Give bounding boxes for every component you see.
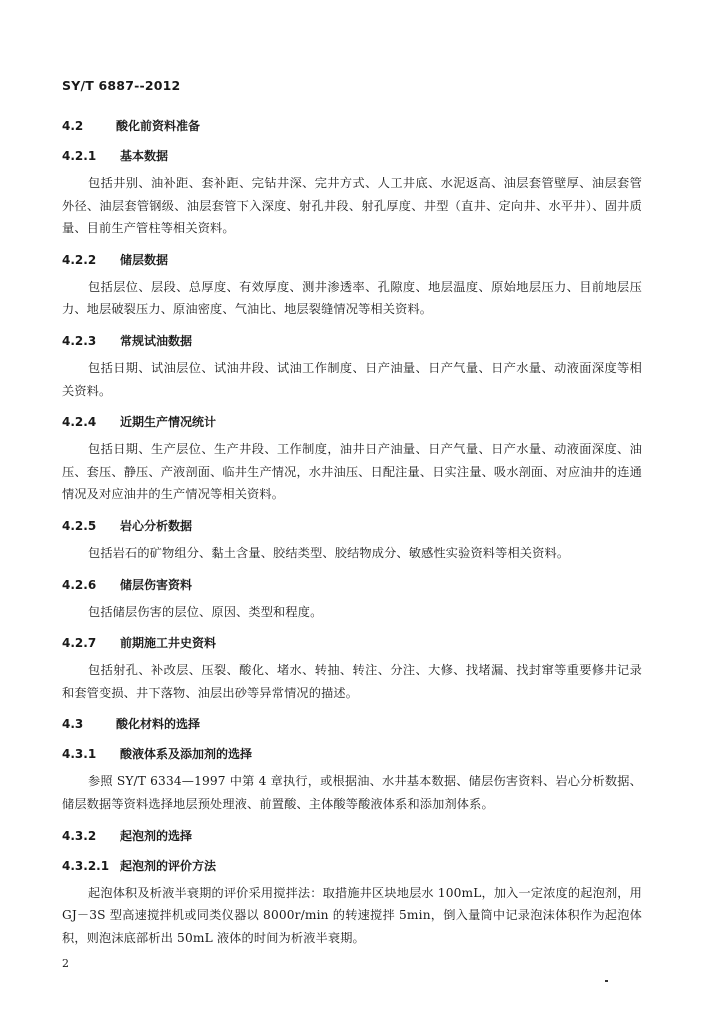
scan-speck [605, 980, 608, 982]
section-title: 常规试油数据 [120, 333, 193, 348]
section-title: 基本数据 [120, 149, 169, 163]
section-title: 酸化材料的选择 [116, 717, 201, 732]
section-number: 4.2.6 [62, 577, 97, 592]
section-number: 4.3.2.1 [62, 858, 110, 873]
paragraph-foaming-evaluation: 起泡体积及析液半衰期的评价采用搅拌法：取措施井区块地层水 100mL，加入一定浓度的起泡剂，用 GJ－3S 型高速搅拌机或同类仪器以 8000r/min 的转速搅拌 5min，倒入量筒中记录泡沫体积作为起泡体积，则泡沫底部析出 50mL 液体的时间为析液半衰期。 [62, 885, 642, 945]
section-number: 4.2.4 [62, 415, 97, 430]
section-heading-4-3-2-1 [62, 856, 642, 876]
paragraph-core-analysis: 包括岩石的矿物组分、黏土含量、胶结类型、胶结物成分、敏感性实验资料等相关资料。 [88, 545, 570, 560]
document-body [62, 116, 642, 949]
section-title: 岩心分析数据 [120, 518, 193, 533]
section-heading-4-2 [62, 116, 642, 136]
section-heading-4-3 [62, 714, 642, 734]
section-number: 4.2.3 [62, 333, 97, 348]
section-heading-4-2-2 [62, 250, 642, 270]
section-number: 4.2 [62, 119, 84, 133]
paragraph-oil-test-data: 包括日期、试油层位、试油井段、试油工作制度、日产油量、日产气量、日产水量、动液面深度等相关资料。 [62, 360, 642, 398]
section-number: 4.2.5 [62, 518, 97, 533]
section-title: 酸化前资料准备 [116, 119, 201, 133]
section-heading-4-2-5 [62, 516, 642, 536]
section-title: 前期施工井史资料 [120, 636, 217, 651]
paragraph-production-stats: 包括日期、生产层位、生产井段、工作制度，油井日产油量、日产气量、日产水量、动液面深度、油压、套压、静压、产液剖面、临井生产情况，水井油压、日配注量、日实注量、吸水剖面、对应油井的连通情况及对应油井的生产情况等相关资料。 [62, 442, 642, 502]
section-title: 储层伤害资料 [120, 577, 193, 592]
section-number: 4.3.1 [62, 747, 97, 762]
paragraph-basic-data: 包括井别、油补距、套补距、完钻井深、完井方式、人工井底、水泥返高、油层套管壁厚、油层套管外径、油层套管钢级、油层套管下入深度、射孔井段、射孔厚度、井型（直井、定向井、水平井）、固井质量、目前生产管柱等相关资料。 [62, 176, 642, 236]
section-heading-4-3-1 [62, 744, 642, 764]
section-heading-4-2-1 [62, 146, 642, 166]
section-title: 起泡剂的选择 [120, 828, 193, 843]
section-number: 4.2.2 [62, 252, 97, 267]
section-heading-4-2-6 [62, 575, 642, 595]
section-number: 4.2.1 [62, 149, 97, 163]
section-heading-4-3-2 [62, 826, 642, 846]
section-heading-4-2-4 [62, 412, 642, 432]
section-title: 近期生产情况统计 [120, 415, 217, 430]
section-title: 酸液体系及添加剂的选择 [120, 747, 253, 762]
paragraph-reservoir-damage: 包括储层伤害的层位、原因、类型和程度。 [88, 604, 323, 619]
section-number: 4.3 [62, 717, 84, 732]
page-number: 2 [62, 957, 69, 970]
section-number: 4.2.7 [62, 636, 97, 651]
section-title: 起泡剂的评价方法 [120, 858, 217, 873]
section-heading-4-2-7 [62, 633, 642, 653]
section-title: 储层数据 [120, 252, 169, 267]
paragraph-acid-system: 参照 SY/T 6334—1997 中第 4 章执行，或根据油、水井基本数据、储层伤害资料、岩心分析数据、储层数据等资料选择地层预处理液、前置酸、主体酸等酸液体系和添加剂体系。 [62, 774, 642, 811]
paragraph-reservoir-data: 包括层位、层段、总厚度、有效厚度、测井渗透率、孔隙度、地层温度、原始地层压力、目前地层压力、地层破裂压力、原油密度、气油比、地层裂缝情况等相关资料。 [62, 279, 642, 317]
standard-code: SY/T 6887--2012 [62, 78, 181, 93]
section-number: 4.3.2 [62, 828, 97, 843]
section-heading-4-2-3 [62, 331, 642, 351]
paragraph-well-history: 包括射孔、补改层、压裂、酸化、堵水、转抽、转注、分注、大修、找堵漏、找封窜等重要修井记录和套管变损、井下落物、油层出砂等异常情况的描述。 [62, 663, 642, 700]
